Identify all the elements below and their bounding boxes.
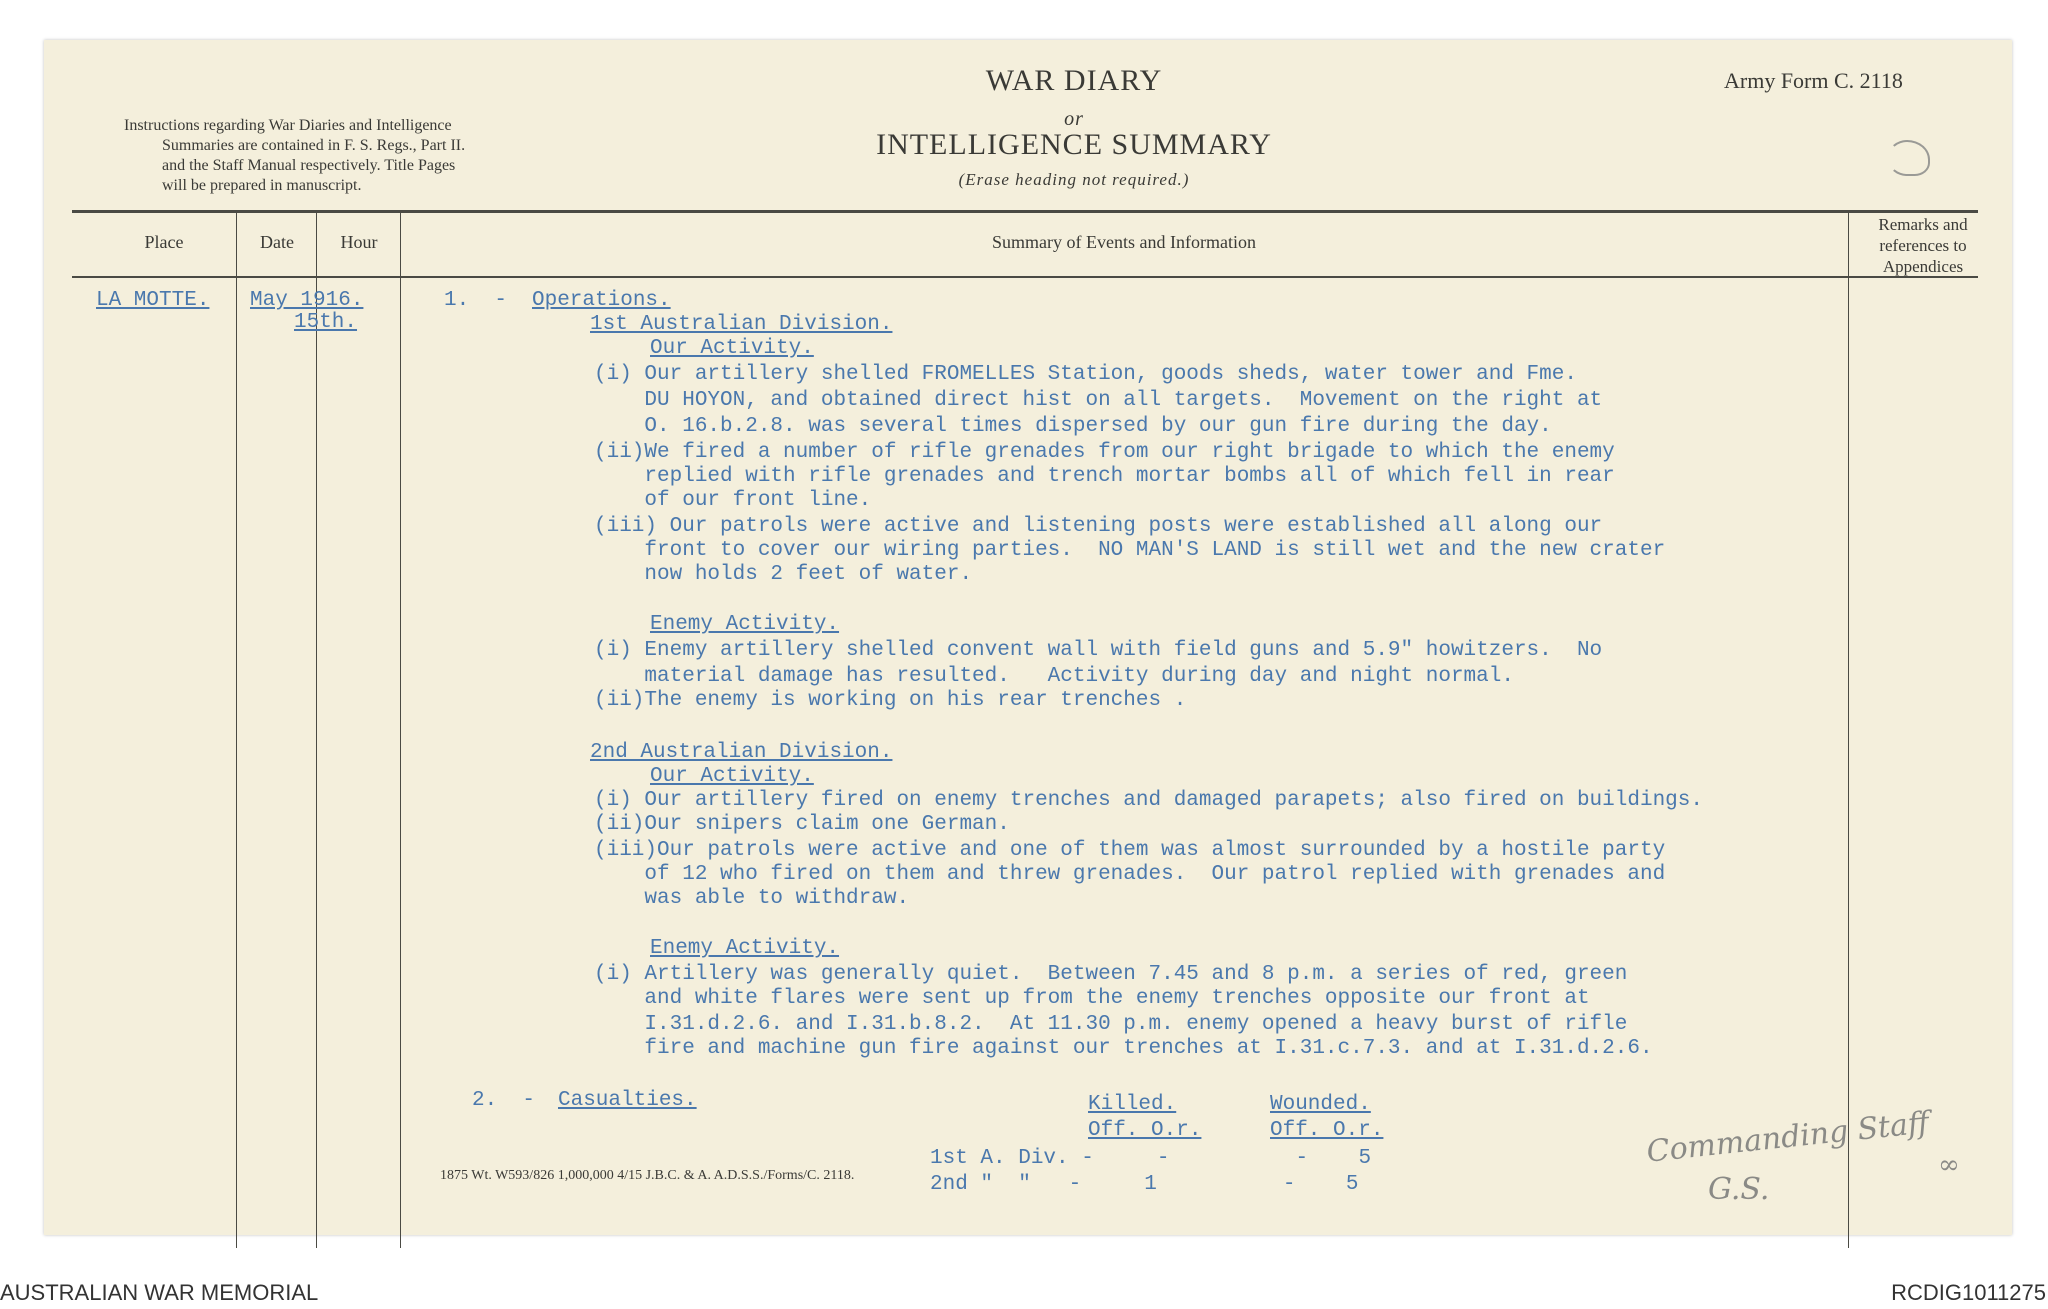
body-line: DU HOYON, and obtained direct hist on all targets. Movement on the right at [594,389,1603,412]
instructions-line: Summaries are contained in F. S. Regs., Part II. [162,137,466,154]
activity-heading: Enemy Activity. [650,937,840,960]
remarks-line: references to [1879,236,1967,255]
column-remarks [1850,214,1996,277]
column-divider [1848,210,1849,1248]
title-or: or [1064,108,1084,130]
entry-place: LA MOTTE. [96,289,210,312]
instructions-line: and the Staff Manual respectively. Title Pages [162,157,456,174]
casualties-row: 2nd " " - 1 - 5 [930,1173,1359,1196]
division-heading: 1st Australian Division. [590,313,893,336]
killed-subheading: Off. O.r. [1088,1119,1202,1142]
body-line: was able to withdraw. [594,887,910,910]
column-divider [316,210,317,1248]
killed-heading: Killed. [1088,1093,1177,1116]
archive-credit: AUSTRALIAN WAR MEMORIAL [0,1280,319,1305]
archive-reference: RCDIG1011275 [1891,1280,2046,1305]
diary-sheet [44,40,2012,1235]
title-intelligence-summary: INTELLIGENCE SUMMARY [876,128,1272,161]
entry-date-month: May 1916. [250,289,364,312]
instructions-line: will be prepared in manuscript. [162,177,362,194]
army-form-number: Army Form C. 2118 [1724,68,1903,93]
column-hour: Hour [340,232,378,252]
casualties-heading: Casualties. [558,1089,697,1112]
activity-heading: Enemy Activity. [650,613,840,636]
body-line: fire and machine gun fire against our trenches at I.31.c.7.3. and at I.31.d.2.6. [594,1037,1653,1060]
erase-heading-note: (Erase heading not required.) [958,170,1190,189]
signature-initials: G.S. [1708,1172,1770,1207]
column-header-rule [72,276,1978,278]
division-heading: 2nd Australian Division. [590,741,893,764]
body-line: (iii) Our patrols were active and listening posts were established all along our [594,515,1603,538]
body-line: (i) Artillery was generally quiet. Between 7.45 and 8 p.m. a series of red, green [594,963,1628,986]
body-line: O. 16.b.2.8. was several times dispersed by our gun fire during the day. [594,415,1552,438]
signature: Commanding Staff [1644,1105,1931,1170]
body-line: and white flares were sent up from the enemy trenches opposite our front at [594,987,1590,1010]
section-number: 1. - [444,289,520,312]
body-line: of our front line. [594,489,872,512]
body-line: (ii)Our snipers claim one German. [594,813,1010,836]
body-line: of 12 who fired on them and threw grenades. Our patrol replied with grenades and [594,863,1666,886]
remarks-line: Appendices [1882,257,1964,276]
casualties-row: 1st A. Div. - - - 5 [930,1147,1372,1170]
wounded-heading: Wounded. [1270,1093,1371,1116]
body-line: (ii)The enemy is working on his rear trenches . [594,689,1187,712]
entry-date-day: 15th. [294,311,358,334]
column-summary: Summary of Events and Information [992,232,1256,252]
body-line: (i) Enemy artillery shelled convent wall with field guns and 5.9" howitzers. No [594,639,1603,662]
body-line: (i) Our artillery shelled FROMELLES Station, goods sheds, water tower and Fme. [594,363,1577,386]
activity-heading: Our Activity. [650,337,814,360]
body-line: front to cover our wiring parties. NO MAN'S LAND is still wet and the new crater [594,539,1666,562]
column-place: Place [144,232,184,252]
body-line: (iii)Our patrols were active and one of them was almost surrounded by a hostile party [594,839,1666,862]
title-war-diary: WAR DIARY [985,64,1163,97]
body-line: I.31.d.2.6. and I.31.b.8.2. At 11.30 p.m. enemy opened a heavy burst of rifle [594,1013,1628,1036]
body-line: now holds 2 feet of water. [594,563,973,586]
body-line: material damage has resulted. Activity during day and night normal. [594,665,1514,688]
column-date: Date [260,232,294,252]
wounded-subheading: Off. O.r. [1270,1119,1384,1142]
column-divider [400,210,401,1248]
instructions-line: Instructions regarding War Diaries and Intelligence [124,117,452,134]
corner-mark-icon [1888,140,1930,176]
activity-heading: Our Activity. [650,765,814,788]
body-line: (i) Our artillery fired on enemy trenches and damaged parapets; also fired on buildings. [594,789,1703,812]
side-note: ∞ [1938,1150,1960,1180]
form-print-details: 1875 Wt. W593/826 1,000,000 4/15 J.B.C. & A. A.D.S.S./Forms/C. 2118. [440,1168,855,1183]
section-operations: Operations. [532,289,671,312]
column-divider [236,210,237,1248]
header-rule [72,210,1978,213]
body-line: replied with rifle grenades and trench mortar bombs all of which fell in rear [594,465,1615,488]
remarks-line: Remarks and [1878,215,1968,234]
instructions-block [124,116,604,196]
body-line: (ii)We fired a number of rifle grenades from our right brigade to which the enemy [594,441,1615,464]
casualties-number: 2. - [472,1089,548,1112]
